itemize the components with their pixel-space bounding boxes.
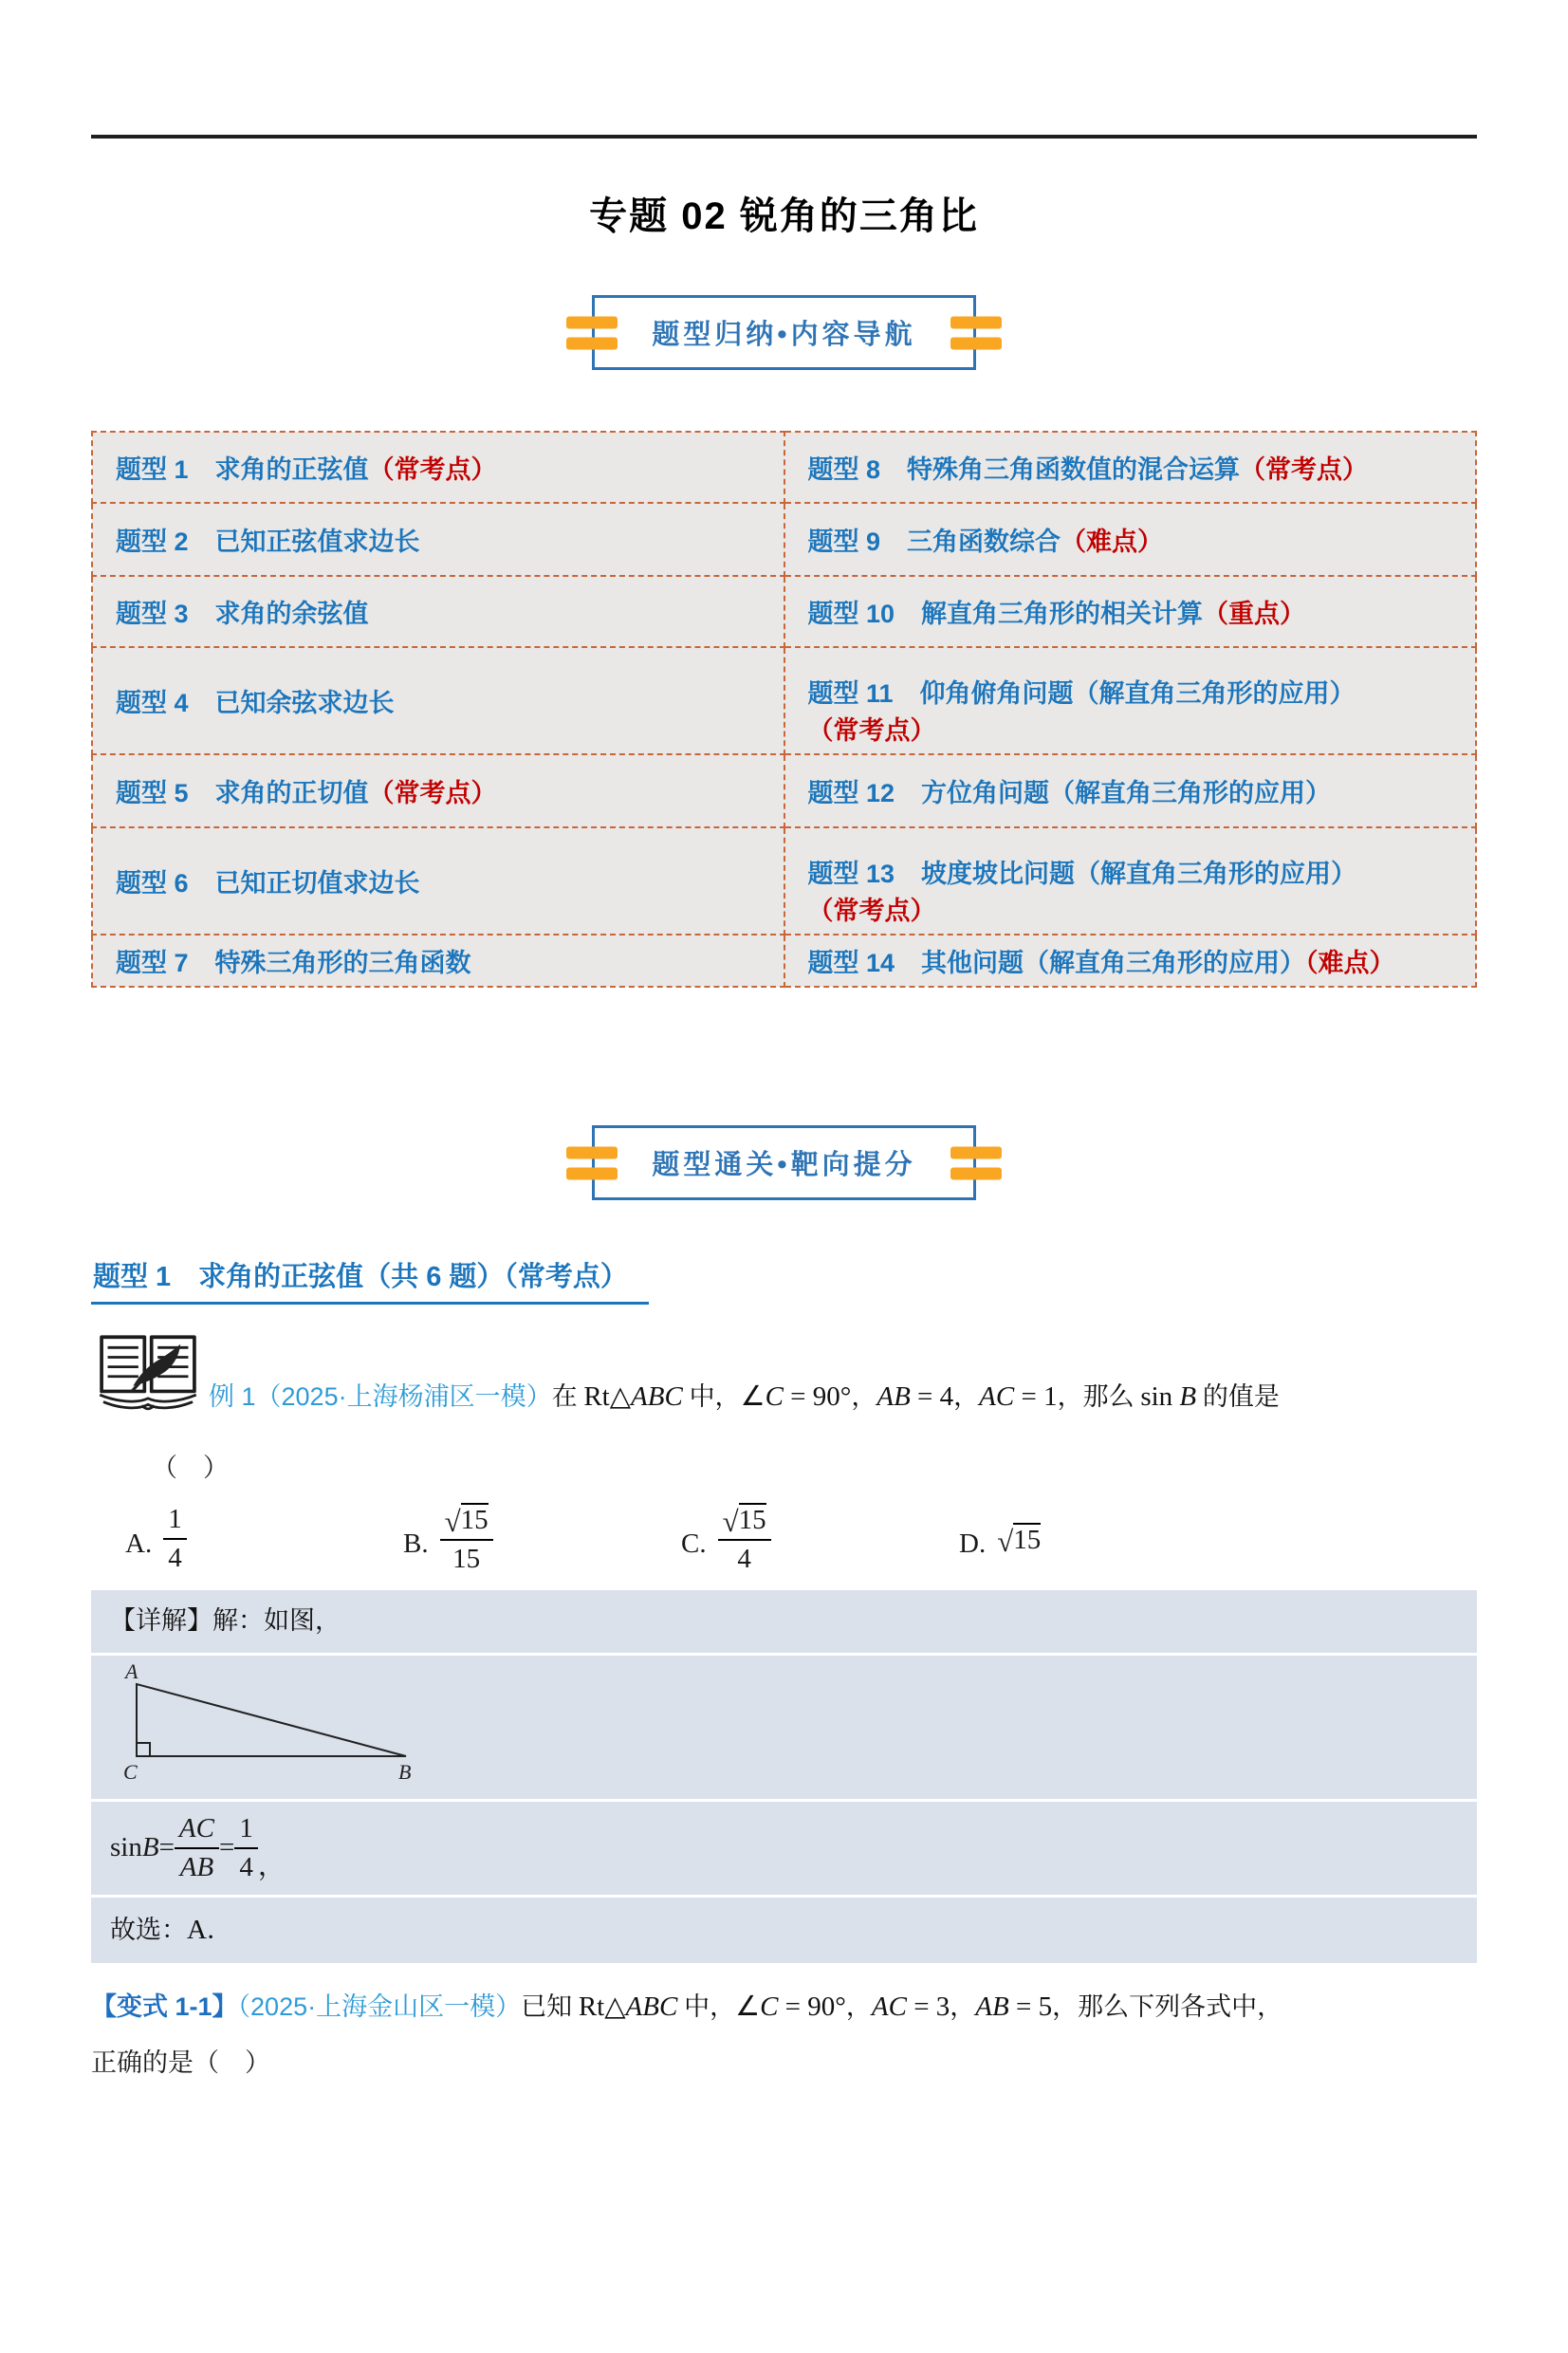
example-1-text: 例 1（2025·上海杨浦区一模）在 Rt△ABC 中，∠C = 90°，AB = 4，AC = 1，那么 sin B 的值是 bbox=[209, 1381, 1280, 1413]
choice-a-fraction: $\frac{1}{4}$ bbox=[163, 1504, 187, 1574]
toc-item-label: 题型 5 bbox=[116, 779, 189, 807]
toc-item-label: 题型 14 bbox=[807, 949, 895, 977]
variant-1-1 bbox=[91, 1986, 1477, 2079]
toc-item-tag: （常考点） bbox=[368, 455, 497, 484]
toc-cell bbox=[92, 827, 784, 935]
svg-text:C: C bbox=[123, 1759, 138, 1784]
choice-b-label: B. bbox=[403, 1529, 429, 1559]
practice-badge bbox=[592, 1125, 975, 1200]
document-page bbox=[0, 135, 1568, 2079]
toc-item-tag: （常考点） bbox=[368, 779, 497, 807]
toc-item-label: 题型 2 bbox=[116, 528, 189, 556]
fraction-ac-ab: $\frac{AC}{AB}$ bbox=[175, 1813, 219, 1883]
choice-a bbox=[125, 1503, 403, 1575]
toc-cell bbox=[784, 432, 1477, 503]
header-rule bbox=[91, 135, 1477, 139]
toc-item-title: 求角的余弦值 bbox=[214, 600, 369, 628]
toc-item-label: 题型 3 bbox=[116, 600, 189, 628]
practice-badge-label: 题型通关•靶向提分 bbox=[652, 1150, 916, 1180]
toc-item-label: 题型 4 bbox=[116, 689, 189, 717]
solution-intro: 【详解】解：如图， bbox=[91, 1590, 1477, 1653]
equals-icon bbox=[950, 1146, 1002, 1179]
toc-item-title: 方位角问题（解直角三角形的应用） bbox=[921, 779, 1332, 807]
choice-c bbox=[681, 1503, 959, 1575]
radical-sign: √ bbox=[997, 1524, 1014, 1558]
solution-formula: sin B = $\frac{AC}{AB}$ = $\frac{1}{4}$ ， bbox=[91, 1802, 1477, 1895]
equals-icon bbox=[950, 316, 1002, 349]
choice-b bbox=[403, 1503, 681, 1575]
equals-icon bbox=[566, 316, 618, 349]
practice-badge-wrap bbox=[91, 1125, 1477, 1200]
solution-block bbox=[91, 1590, 1477, 1963]
toc-table bbox=[91, 431, 1477, 988]
toc-item-title: 求角的正切值 bbox=[214, 779, 369, 807]
toc-cell bbox=[92, 935, 784, 987]
right-triangle-diagram bbox=[110, 1663, 461, 1787]
fraction-1-4: $\frac{1}{4}$ bbox=[234, 1813, 258, 1883]
toc-item-title: 已知正切值求边长 bbox=[214, 869, 420, 898]
toc-item-title: 特殊角三角函数值的混合运算 bbox=[907, 455, 1241, 484]
toc-cell bbox=[92, 432, 784, 503]
toc-item-label: 题型 6 bbox=[116, 869, 189, 898]
toc-cell bbox=[92, 576, 784, 647]
choices-row bbox=[91, 1503, 1477, 1575]
toc-item-title: 解直角三角形的相关计算 bbox=[921, 600, 1204, 628]
toc-cell bbox=[784, 754, 1477, 827]
toc-cell bbox=[784, 503, 1477, 576]
toc-cell bbox=[784, 647, 1477, 754]
toc-cell bbox=[784, 827, 1477, 935]
choice-c-label: C. bbox=[681, 1529, 707, 1559]
choice-a-label: A. bbox=[125, 1529, 153, 1559]
toc-cell bbox=[92, 503, 784, 576]
toc-item-label: 题型 10 bbox=[807, 600, 895, 628]
toc-item-title: 求角的正弦值 bbox=[214, 455, 369, 484]
radical-sign: √ bbox=[444, 1505, 461, 1538]
toc-item-title: 三角函数综合 bbox=[907, 528, 1061, 556]
toc-item-title: 已知正弦值求边长 bbox=[214, 528, 420, 556]
toc-item-label: 题型 7 bbox=[116, 949, 189, 977]
nav-badge-label: 题型归纳•内容导航 bbox=[652, 320, 916, 350]
toc-item-label: 题型 9 bbox=[807, 528, 881, 556]
toc-cell bbox=[784, 576, 1477, 647]
choice-d-label: D. bbox=[959, 1529, 987, 1559]
toc-item-title: 已知余弦求边长 bbox=[214, 689, 395, 717]
radical-sign: √ bbox=[722, 1505, 739, 1538]
nav-badge bbox=[592, 295, 975, 370]
solution-conclusion: 故选：A． bbox=[91, 1898, 1477, 1963]
equals-icon bbox=[566, 1146, 618, 1179]
svg-text:B: B bbox=[398, 1759, 412, 1784]
variant-1-1-line2: 正确的是（ ） bbox=[91, 2047, 270, 2077]
toc-cell bbox=[784, 935, 1477, 987]
toc-item-tag: （难点） bbox=[1061, 528, 1164, 556]
toc-item-tag: （难点） bbox=[1305, 949, 1395, 977]
choice-c-fraction: √ 15 4 bbox=[718, 1503, 771, 1575]
toc-item-title: 坡度坡比问题（解直角三角形的应用） bbox=[921, 859, 1357, 888]
toc-item-tag: （常考点） bbox=[807, 715, 936, 745]
toc-item-tag: （常考点） bbox=[1240, 455, 1369, 484]
section-heading: 题型 1 求角的正弦值（共 6 题）（常考点） bbox=[91, 1255, 649, 1305]
variant-1-1-text: 【变式 1-1】（2025·上海金山区一模）已知 Rt△ABC 中，∠C = 90°，AC = 3，AB = 5，那么下列各式中， bbox=[91, 1991, 1283, 2022]
toc-item-title: 仰角俯角问题（解直角三角形的应用） bbox=[919, 678, 1356, 708]
toc-item-title: 特殊三角形的三角函数 bbox=[214, 949, 471, 977]
answer-paren: （ ） bbox=[152, 1454, 229, 1482]
toc-item-title: 其他问题（解直角三角形的应用） bbox=[921, 949, 1306, 977]
book-quill-icon bbox=[91, 1329, 205, 1418]
svg-text:A: A bbox=[125, 1662, 138, 1683]
toc-item-label: 题型 12 bbox=[807, 779, 895, 807]
choice-d-value: √ 15 bbox=[997, 1524, 1042, 1558]
nav-badge-wrap bbox=[91, 295, 1477, 370]
solution-figure bbox=[91, 1656, 1477, 1799]
toc-cell bbox=[92, 647, 784, 754]
choice-b-fraction: √ 15 15 bbox=[440, 1503, 493, 1575]
toc-item-label: 题型 13 bbox=[807, 859, 895, 888]
toc-item-tag: （重点） bbox=[1203, 600, 1306, 628]
example-1 bbox=[91, 1329, 1477, 1418]
toc-item-tag: （常考点） bbox=[807, 896, 936, 925]
toc-cell bbox=[92, 754, 784, 827]
page-title: 专题 02 锐角的三角比 bbox=[589, 195, 979, 237]
toc-item-label: 题型 1 bbox=[116, 455, 189, 484]
toc-item-label: 题型 8 bbox=[807, 455, 881, 484]
choice-d bbox=[959, 1503, 1237, 1575]
toc-item-label: 题型 11 bbox=[807, 678, 894, 708]
